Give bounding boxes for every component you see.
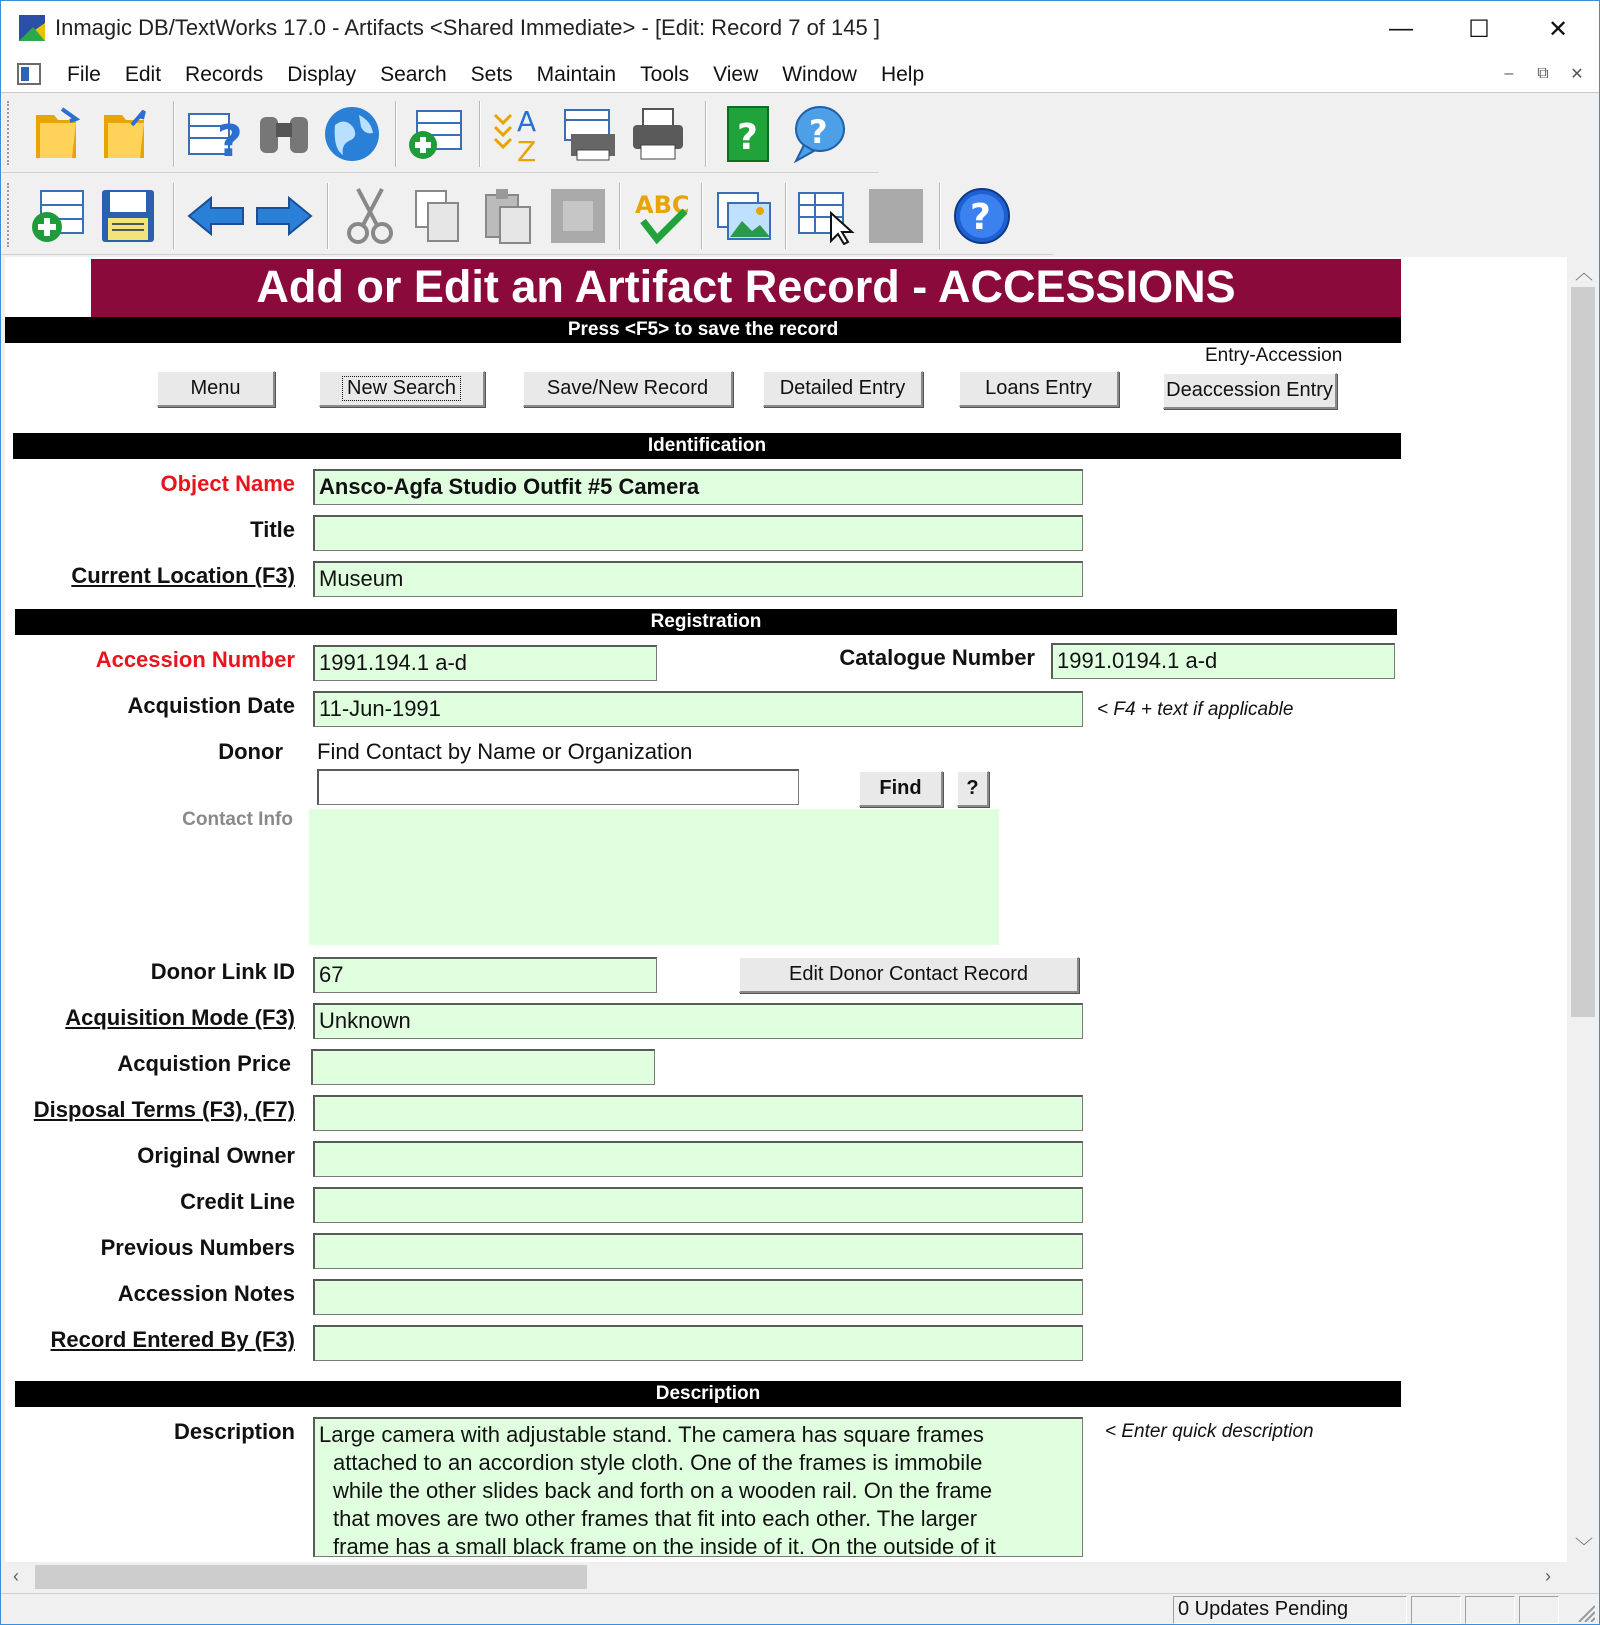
record-form bbox=[5, 257, 1567, 1562]
description-line: while the other slides back and forth on a wooden rail. On the frame bbox=[333, 1478, 993, 1503]
form-subbanner: Press <F5> to save the record bbox=[5, 317, 1401, 343]
deaccession-entry-button[interactable]: Deaccession Entry bbox=[1163, 373, 1337, 409]
menu-sets[interactable]: Sets bbox=[470, 63, 513, 86]
form-banner: Add or Edit an Artifact Record - ACCESSIONS bbox=[91, 259, 1401, 317]
find-contact-input[interactable] bbox=[317, 769, 799, 805]
toolbar-record bbox=[1, 175, 1053, 255]
section-description: Description bbox=[15, 1381, 1401, 1407]
toolbar-main bbox=[1, 93, 879, 173]
scroll-left-arrow-icon[interactable]: ‹ bbox=[13, 1566, 19, 1586]
menu-items bbox=[55, 61, 936, 89]
back-arrow-icon[interactable] bbox=[185, 185, 247, 247]
description-line: that moves are two other frames that fit into each other. The larger bbox=[333, 1506, 978, 1531]
disposal-terms-field[interactable] bbox=[313, 1095, 1083, 1131]
detailed-entry-button[interactable]: Detailed Entry bbox=[763, 371, 923, 407]
find-help-button[interactable]: ? bbox=[957, 771, 989, 807]
credit-line-label: Credit Line bbox=[180, 1189, 295, 1214]
toolbar-separator bbox=[785, 183, 787, 249]
close-button[interactable]: ✕ bbox=[1547, 15, 1569, 43]
horizontal-scroll-thumb[interactable] bbox=[35, 1565, 587, 1589]
title-label: Title bbox=[250, 517, 295, 542]
document-system-menu-icon[interactable] bbox=[17, 63, 41, 85]
accession-notes-label: Accession Notes bbox=[117, 1281, 295, 1306]
menu-help[interactable]: Help bbox=[880, 63, 925, 86]
status-bar bbox=[1, 1593, 1600, 1625]
original-owner-field[interactable] bbox=[313, 1141, 1083, 1177]
toolbar-separator bbox=[705, 101, 707, 167]
menu-edit[interactable]: Edit bbox=[124, 63, 162, 86]
toolbar-separator bbox=[327, 183, 329, 249]
contact-info-box bbox=[309, 809, 999, 945]
forward-arrow-icon[interactable] bbox=[253, 185, 315, 247]
svg-text:ABC: ABC bbox=[635, 191, 690, 219]
cut-icon[interactable] bbox=[339, 185, 401, 247]
record-entered-by-field[interactable] bbox=[313, 1325, 1083, 1361]
catalogue-number-label: Catalogue Number bbox=[839, 645, 1035, 670]
title-bar bbox=[1, 1, 1600, 57]
inmagic-app-icon bbox=[19, 15, 45, 41]
section-identification: Identification bbox=[13, 433, 1401, 459]
description-field[interactable] bbox=[313, 1417, 1083, 1557]
menu-file[interactable]: File bbox=[67, 63, 101, 86]
menu-bar bbox=[1, 57, 1600, 93]
open-textbase-icon[interactable] bbox=[95, 103, 157, 165]
credit-line-field[interactable] bbox=[313, 1187, 1083, 1223]
find-contact-label: Find Contact by Name or Organization bbox=[317, 739, 693, 764]
scroll-right-arrow-icon[interactable]: › bbox=[1545, 1566, 1551, 1586]
globe-web-icon[interactable] bbox=[321, 103, 383, 165]
vertical-scrollbar[interactable] bbox=[1567, 257, 1599, 1562]
donor-label: Donor bbox=[218, 739, 283, 764]
record-entered-by-label[interactable]: Record Entered By (F3) bbox=[50, 1327, 295, 1352]
sort-az-icon[interactable] bbox=[489, 103, 551, 165]
svg-text:?: ? bbox=[970, 197, 991, 238]
new-search-button[interactable]: New Search bbox=[319, 371, 485, 407]
copy-icon[interactable] bbox=[407, 185, 469, 247]
acquisition-date-label: Acquistion Date bbox=[127, 693, 295, 718]
banner-spacer bbox=[5, 259, 91, 317]
mdi-close-button[interactable]: ✕ bbox=[1570, 66, 1584, 83]
original-owner-label: Original Owner bbox=[137, 1143, 295, 1168]
scroll-up-arrow-icon[interactable]: ︿ bbox=[1575, 263, 1593, 283]
maximize-button[interactable]: ☐ bbox=[1468, 15, 1490, 43]
open-database-icon[interactable] bbox=[27, 103, 89, 165]
help-book-icon[interactable] bbox=[717, 103, 779, 165]
status-cell-empty bbox=[1411, 1596, 1461, 1624]
description-label: Description bbox=[173, 1419, 295, 1444]
paste-icon[interactable] bbox=[477, 185, 539, 247]
toolbar-separator bbox=[939, 183, 941, 249]
insert-image-icon[interactable] bbox=[713, 185, 775, 247]
horizontal-scrollbar[interactable] bbox=[5, 1562, 1567, 1592]
toolbar-grip[interactable] bbox=[7, 101, 11, 165]
toolbar-separator bbox=[173, 183, 175, 249]
find-button[interactable]: Find bbox=[859, 771, 943, 807]
updates-pending-status: 0 Updates Pending bbox=[1173, 1596, 1407, 1624]
context-help-icon[interactable] bbox=[787, 103, 849, 165]
toolbar-separator bbox=[619, 183, 621, 249]
scroll-down-arrow-icon[interactable]: ﹀ bbox=[1575, 1537, 1593, 1557]
mdi-minimize-button[interactable]: – bbox=[1504, 65, 1514, 82]
contact-info-label: Contact Info bbox=[182, 809, 293, 830]
disposal-terms-label[interactable]: Disposal Terms (F3), (F7) bbox=[33, 1097, 295, 1122]
previous-numbers-field[interactable] bbox=[313, 1233, 1083, 1269]
catalogue-number-field[interactable]: 1991.0194.1 a-d bbox=[1051, 643, 1395, 679]
select-form-icon[interactable] bbox=[795, 185, 857, 247]
edit-donor-contact-button[interactable]: Edit Donor Contact Record bbox=[739, 957, 1079, 993]
accession-number-field[interactable]: 1991.194.1 a-d bbox=[313, 645, 657, 681]
resize-grip-icon[interactable] bbox=[1575, 1602, 1595, 1622]
print-report-icon[interactable] bbox=[559, 103, 621, 165]
new-record-table-icon[interactable] bbox=[405, 103, 467, 165]
svg-text:A: A bbox=[517, 105, 537, 138]
svg-text:?: ? bbox=[217, 116, 243, 160]
description-hint: < Enter quick description bbox=[1105, 1421, 1314, 1442]
accession-notes-field[interactable] bbox=[313, 1279, 1083, 1315]
description-line: attached to an accordion style cloth. One of the frames is immobile bbox=[333, 1450, 983, 1475]
description-line: frame has a small black frame on the inside of it. On the outside of it bbox=[333, 1534, 996, 1557]
spellcheck-icon[interactable] bbox=[631, 185, 693, 247]
form-id-label: Entry-Accession bbox=[1205, 345, 1343, 366]
object-name-field[interactable]: Ansco-Agfa Studio Outfit #5 Camera bbox=[313, 469, 1083, 505]
loans-entry-button[interactable]: Loans Entry bbox=[959, 371, 1119, 407]
acquisition-price-field[interactable] bbox=[311, 1049, 655, 1085]
mdi-controls bbox=[1495, 61, 1591, 87]
window-title: Inmagic DB/TextWorks 17.0 - Artifacts <Shared Immediate> - [Edit: Record 7 of 145 ] bbox=[55, 15, 880, 40]
toolbar-grip[interactable] bbox=[7, 183, 11, 247]
binoculars-find-icon[interactable] bbox=[253, 103, 315, 165]
menu-window[interactable]: Window bbox=[782, 63, 857, 86]
svg-text:?: ? bbox=[737, 117, 758, 158]
minimize-button[interactable]: — bbox=[1389, 15, 1413, 42]
paste-disabled-icon[interactable] bbox=[547, 185, 609, 247]
toolbar-separator bbox=[395, 101, 397, 167]
accession-number-label: Accession Number bbox=[95, 647, 295, 672]
acquisition-mode-label[interactable]: Acquisition Mode (F3) bbox=[65, 1005, 295, 1030]
object-name-label: Object Name bbox=[160, 471, 295, 496]
svg-text:?: ? bbox=[809, 113, 828, 151]
toolbar-separator bbox=[701, 183, 703, 249]
status-cell-empty bbox=[1519, 1596, 1559, 1624]
menu-tools[interactable]: Tools bbox=[640, 63, 690, 86]
menu-display[interactable]: Display bbox=[287, 63, 357, 86]
toolbar-separator bbox=[173, 101, 175, 167]
acquisition-date-field[interactable]: 11-Jun-1991 bbox=[313, 691, 1083, 727]
title-field[interactable] bbox=[313, 515, 1083, 551]
section-registration: Registration bbox=[15, 609, 1397, 635]
save-new-record-button[interactable]: Save/New Record bbox=[523, 371, 733, 407]
current-location-field[interactable]: Museum bbox=[313, 561, 1083, 597]
vertical-scroll-thumb[interactable] bbox=[1571, 287, 1595, 1017]
donor-link-id-label: Donor Link ID bbox=[150, 959, 295, 984]
menu-view[interactable]: View bbox=[713, 63, 759, 86]
menu-maintain[interactable]: Maintain bbox=[536, 63, 617, 86]
acquisition-date-hint: < F4 + text if applicable bbox=[1097, 699, 1294, 720]
donor-link-id-field[interactable]: 67 bbox=[313, 957, 657, 993]
add-record-icon[interactable] bbox=[27, 185, 89, 247]
svg-text:Z: Z bbox=[517, 135, 537, 163]
save-icon[interactable] bbox=[97, 185, 159, 247]
printer-icon[interactable] bbox=[627, 103, 689, 165]
description-line: Large camera with adjustable stand. The camera has square frames bbox=[319, 1422, 984, 1447]
acquisition-price-label: Acquistion Price bbox=[117, 1051, 291, 1076]
acquisition-mode-field[interactable]: Unknown bbox=[313, 1003, 1083, 1039]
menu-search[interactable]: Search bbox=[380, 63, 447, 86]
toolbar-separator bbox=[479, 101, 481, 167]
query-help-icon[interactable] bbox=[185, 103, 247, 165]
mdi-restore-button[interactable]: ⧉ bbox=[1537, 65, 1549, 82]
menu-button[interactable]: Menu bbox=[157, 371, 275, 407]
status-cell-empty bbox=[1465, 1596, 1515, 1624]
previous-numbers-label: Previous Numbers bbox=[100, 1235, 295, 1260]
help-circle-icon[interactable] bbox=[951, 185, 1013, 247]
blank-disabled-icon[interactable] bbox=[865, 185, 927, 247]
menu-records[interactable]: Records bbox=[185, 63, 264, 86]
current-location-label[interactable]: Current Location (F3) bbox=[71, 563, 295, 588]
